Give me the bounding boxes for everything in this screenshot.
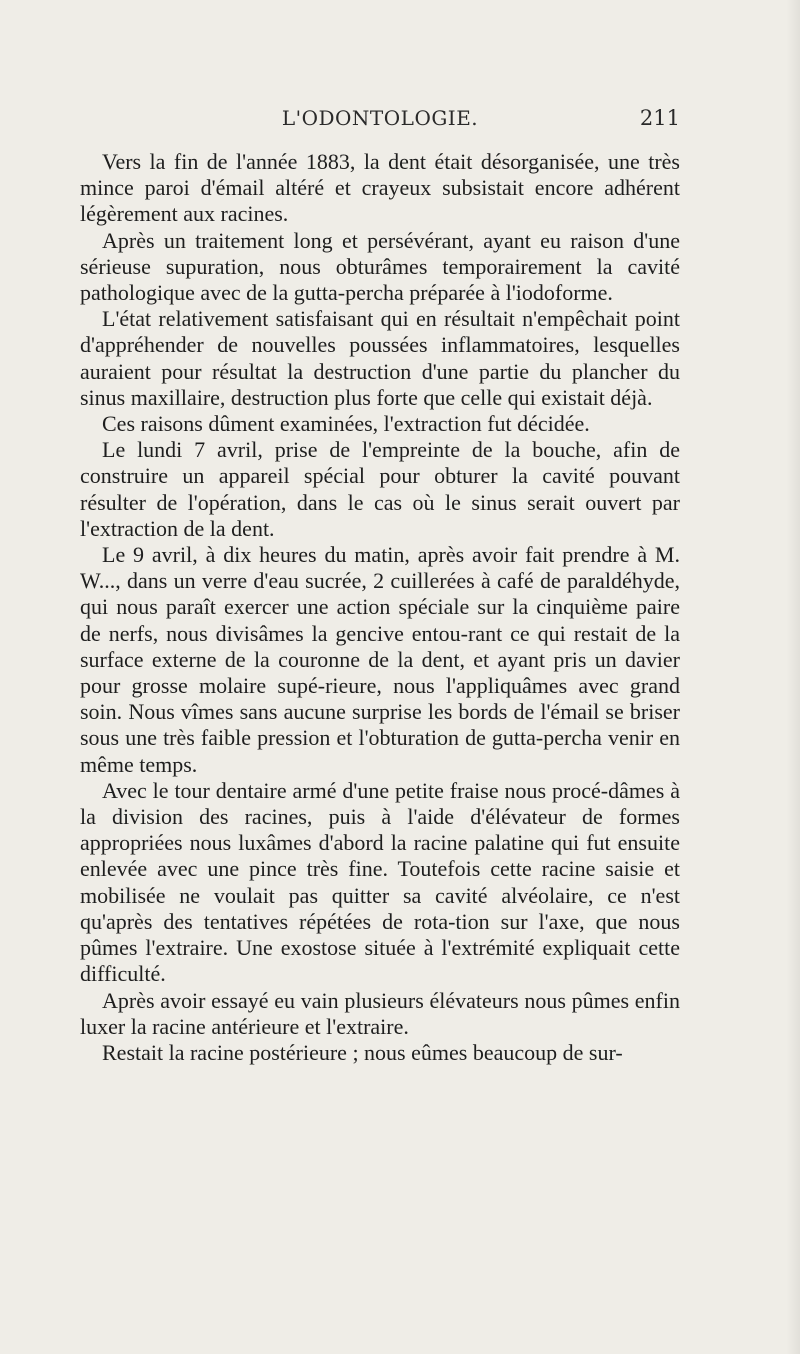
paragraph: Après un traitement long et persévérant, ayant eu raison d'une sérieuse supuration, nous obturâmes temporairement la cavité pathologique avec de la gutta-percha préparée à l'iodoforme.: [80, 227, 680, 306]
running-title: L'ODONTOLOGIE.: [281, 106, 479, 130]
body-text: [80, 149, 680, 1066]
page-number: 211: [639, 106, 680, 130]
paragraph: Après avoir essayé eu vain plusieurs élévateurs nous pûmes enfin luxer la racine antérieure et l'extraire.: [80, 987, 680, 1039]
paragraph: Restait la racine postérieure ; nous eûmes beaucoup de sur-: [102, 1039, 623, 1065]
running-header: [80, 106, 680, 140]
paragraph: Avec le tour dentaire armé d'une petite fraise nous procé-dâmes à la division des racines, puis à l'aide d'élévateur de formes appropriées nous luxâmes d'abord la racine palatine qui fut ensuite enlevée avec une pince très fine. Toutefois cette racine saisie et mobilisée ne voulait pas quitter sa cavité alvéolaire, ce n'est qu'après des tentatives répétées de rota-tion sur l'axe, que nous pûmes l'extraire. Une exostose située à l'extrémité expliquait cette difficulté.: [80, 777, 680, 987]
paragraph: Vers la fin de l'année 1883, la dent était désorganisée, une très mince paroi d'émail altéré et crayeux subsistait encore adhérent légèrement aux racines.: [80, 149, 680, 227]
paragraph: Le 9 avril, à dix heures du matin, après avoir fait prendre à M. W..., dans un verre d'eau sucrée, 2 cuillerées à café de paraldéhyde, qui nous paraît exercer une action spéciale sur la cinquième paire de nerfs, nous divisâmes la gencive entou-rant ce qui restait de la surface externe de la couronne de la dent, et ayant pris un davier pour grosse molaire supé-rieure, nous l'appliquâmes avec grand soin. Nous vîmes sans aucune surprise les bords de l'émail se briser sous une très faible pression et l'obturation de gutta-percha venir en même temps.: [80, 542, 680, 777]
paragraph: L'état relativement satisfaisant qui en résultait n'empêchait point d'appréhender de nouvelles poussées inflammatoires, lesquelles auraient pour résultat la destruction d'une partie du plancher du sinus maxillaire, destruction plus forte que celle qui existait déjà.: [80, 306, 680, 410]
paragraph: Le lundi 7 avril, prise de l'empreinte de la bouche, afin de construire un appareil spécial pour obturer la cavité pouvant résulter de l'opération, dans le cas où le sinus serait ouvert par l'extraction de la dent.: [80, 437, 680, 541]
paragraph: Ces raisons dûment examinées, l'extraction fut décidée.: [102, 411, 590, 437]
